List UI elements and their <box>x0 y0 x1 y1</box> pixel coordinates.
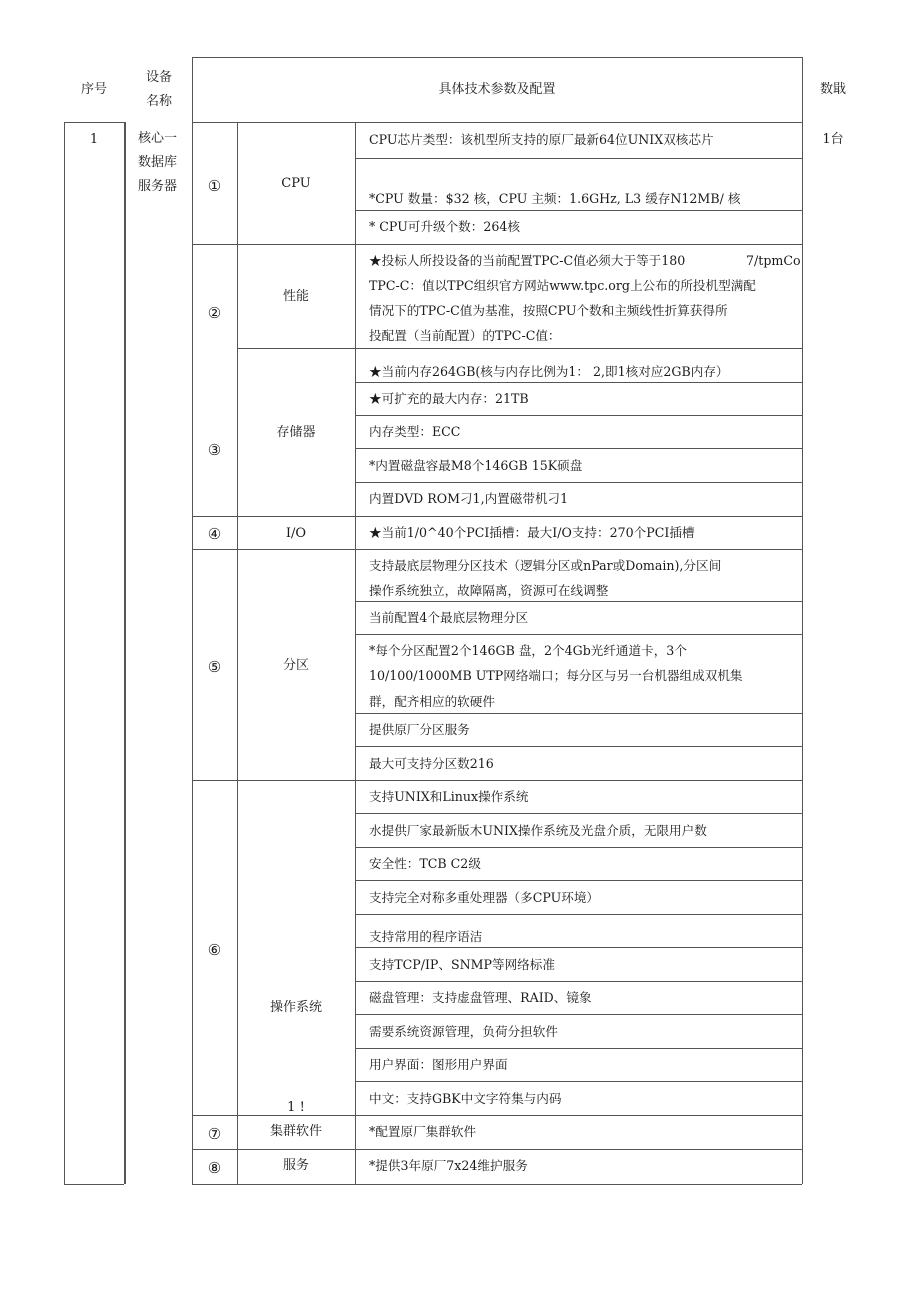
perf-row-3: 情况下的TPC-C值为基准，按照CPU个数和主频线性折算获得所 <box>369 303 728 318</box>
group-num-performance: ② <box>207 304 222 322</box>
group-label-memory: 存储器 <box>276 425 316 440</box>
item-seq: 1 <box>89 132 99 147</box>
group-label-performance: 性能 <box>282 289 309 304</box>
item-qty: 1台 <box>822 132 844 147</box>
group-label-cpu: CPU <box>281 176 311 191</box>
os-row-3: 安全性：TCB C2级 <box>369 856 481 871</box>
partition-row-1a: 支持最底层物理分区技术（逻辑分区或nPar或Domain),分区间 <box>369 558 722 573</box>
group-label-io: I/O <box>285 526 307 541</box>
group-label-partition: 分区 <box>282 658 309 673</box>
cpu-row-3: * CPU可升级个数：264核 <box>369 219 520 234</box>
group-label-os: 操作系统 <box>269 1000 322 1015</box>
cluster-row-1: *配置原厂集群软件 <box>369 1124 477 1139</box>
header-params: 具体技术参数及配置 <box>438 82 556 97</box>
os-row-2: 水提供厂家最新版木UNIX操作系统及光盘介质，无限用户数 <box>369 823 707 838</box>
partition-row-3a: *每个分区配置2个146GB 盘，2个4Gb光纤通道卡，3个 <box>369 643 687 658</box>
item-name-line1: 核心一 <box>138 131 178 146</box>
partition-row-4: 提供原厂分区服务 <box>369 722 470 737</box>
item-name-line2: 数据库 <box>138 155 178 170</box>
partition-row-3b: 10/100/1000MB UTP网络端口；每分区与另一台机器组成双机集 <box>369 668 743 683</box>
mem-row-5: 内置DVD ROM刁1,内置磁带机刁1 <box>369 491 569 506</box>
cpu-row-2: *CPU 数量：$32 核，CPU 主频：1.6GHz, L3 缓存N12MB/ 核 <box>369 191 741 206</box>
group-label-cluster: 集群软件 <box>269 1124 322 1139</box>
os-row-4: 支持完全对称多重处理器（多CPU环境） <box>369 890 600 905</box>
os-row-9: 用户界面：图形用户界面 <box>369 1057 508 1072</box>
header-seq: 序号 <box>80 82 107 97</box>
group-num-service: ⑧ <box>207 1159 222 1177</box>
header-qty: 数戢 <box>819 82 846 97</box>
mem-row-1: ★当前内存264GB(核与内存比例为1： 2,即1核对应2GB内存） <box>369 364 729 379</box>
group-num-os: ⑥ <box>207 941 222 959</box>
group-num-io: ④ <box>207 525 222 543</box>
os-row-1: 支持UNIX和Linux操作系统 <box>369 789 529 804</box>
mem-row-2: ★可扩充的最大内存：21TB <box>369 391 529 406</box>
header-device-name-line1: 设备 <box>145 70 172 85</box>
partition-row-5: 最大可支持分区数216 <box>369 756 494 771</box>
mem-row-4: *内置磁盘容最M8个146GB 15K硕盘 <box>369 458 583 473</box>
partition-row-1b: 操作系统独立，故障隔离，资源可在线调整 <box>369 583 609 598</box>
perf-row-4: 投配置（当前配置）的TPC-C值： <box>369 328 561 343</box>
os-row-7: 磁盘管理：支持虚盘管理、RAID、镜象 <box>369 990 592 1005</box>
partition-row-3c: 群，配齐相应的软硬件 <box>369 694 495 709</box>
service-row-1: *提供3年原厂7x24维护服务 <box>369 1158 528 1173</box>
group-num-memory: ③ <box>207 441 222 459</box>
group-label-service: 服务 <box>282 1158 309 1173</box>
group-num-partition: ⑤ <box>207 658 222 676</box>
group-extra-os: 1 ! <box>287 1100 305 1115</box>
perf-row-1-unit: 7/tpmCo <box>746 253 801 268</box>
io-row-1: ★当前1/0^40个PCI插槽：最大I/O支持：270个PCI插槽 <box>369 525 695 540</box>
os-row-5: 支持常用的程序语洁 <box>369 929 483 944</box>
cpu-row-1: CPU芯片类型：该机型所支持的原厂最新64位UNIX双核芯片 <box>369 132 714 147</box>
item-name-line3: 服务器 <box>138 179 178 194</box>
perf-row-1: ★投标人所投设备的当前配置TPC-C值必须大于等于180 <box>369 253 686 268</box>
perf-row-2: TPC-C：值以TPC组织官方网站www.tpc.org上公布的所投机型满配 <box>369 278 756 293</box>
os-row-8: 需要系统资源管理，负荷分担软件 <box>369 1024 558 1039</box>
partition-row-2: 当前配置4个最底层物理分区 <box>369 610 529 625</box>
group-num-cpu: ① <box>207 177 222 195</box>
os-row-6: 支持TCP/IP、SNMP等网络标准 <box>369 957 555 972</box>
mem-row-3: 内存类型：ECC <box>369 424 461 439</box>
header-device-name-line2: 名称 <box>145 94 172 109</box>
group-num-cluster: ⑦ <box>207 1125 222 1143</box>
os-row-10: 中文：支持GBK中文字符集与内码 <box>369 1091 562 1106</box>
